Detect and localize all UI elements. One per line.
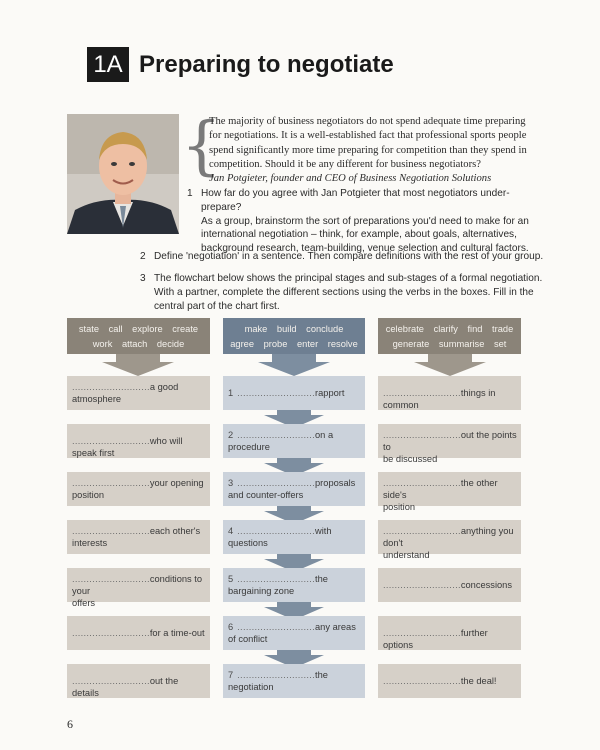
box-text: understand xyxy=(383,550,430,560)
blank[interactable]: ........................... xyxy=(72,382,150,392)
left-box-6 xyxy=(67,616,210,650)
blank[interactable]: ........................... xyxy=(383,676,461,686)
blank[interactable]: ........................... xyxy=(237,388,316,398)
right-box-7 xyxy=(378,664,521,698)
blank[interactable]: ........................... xyxy=(237,478,316,488)
question-line: As a group, brainstorm the sort of preparations you'd need to make for an xyxy=(201,215,529,227)
center-box-1 xyxy=(223,376,365,410)
left-box-1 xyxy=(67,376,210,410)
box-text: offers xyxy=(72,598,96,608)
left-box-5 xyxy=(67,568,210,608)
question-line: Define 'negotiation' in a sentence. Then compare definitions with the rest of your group. xyxy=(154,251,544,262)
question-line: international negotiation – think, for example, about goals, alternatives, xyxy=(201,229,517,241)
blank[interactable]: ........................... xyxy=(72,526,150,536)
blank[interactable]: ........................... xyxy=(72,436,150,446)
quote-line: for negotiations. It is a well-established fact that professional sports people xyxy=(209,130,527,142)
blank[interactable]: ........................... xyxy=(72,574,150,584)
box-text: the xyxy=(315,574,328,584)
blank[interactable]: ........................... xyxy=(72,628,150,638)
blank[interactable]: ........................... xyxy=(383,430,461,440)
box-text: position xyxy=(72,490,105,500)
stage-number: 3 xyxy=(228,478,234,488)
blank[interactable]: ........................... xyxy=(383,580,461,590)
box-text: the xyxy=(315,670,328,680)
verb: work xyxy=(92,339,113,349)
box-text: things in common xyxy=(383,388,496,410)
page-number: 6 xyxy=(67,717,73,731)
verb: conclude xyxy=(306,324,344,334)
question-line: With a partner, complete the different sections using the verbs in the boxes. Fill in the xyxy=(154,286,534,298)
verb: make xyxy=(244,324,268,334)
box-text: conditions to your xyxy=(72,574,203,596)
box-text: a good xyxy=(149,382,179,392)
question-number: 3 xyxy=(140,273,146,284)
quote-line: spend significantly more time preparing for competition than they spend in xyxy=(209,144,527,156)
verb: attach xyxy=(121,339,148,349)
stage-number: 7 xyxy=(228,670,234,680)
box-text: position xyxy=(383,502,416,512)
box-text: atmosphere xyxy=(72,394,122,404)
box-text: of conflict xyxy=(228,634,268,644)
center-box-6 xyxy=(223,616,365,650)
center-box-3 xyxy=(223,472,365,506)
verb: celebrate xyxy=(385,324,424,334)
box-text: bargaining zone xyxy=(228,586,295,596)
verb: generate xyxy=(392,339,430,349)
verb: decide xyxy=(156,339,185,349)
box-text: each other's xyxy=(149,526,201,536)
question-line: background research, team-building, venue selection and cultural factors. xyxy=(201,243,529,255)
box-text: rapport xyxy=(315,388,345,398)
box-text: be discussed xyxy=(383,454,438,464)
box-text: the other side's xyxy=(383,478,498,500)
stage-number: 6 xyxy=(228,622,234,632)
box-text: negotiation xyxy=(228,682,274,692)
blank[interactable]: ........................... xyxy=(383,628,461,638)
blank[interactable]: ........................... xyxy=(383,388,461,398)
box-text: questions xyxy=(228,538,268,548)
blank[interactable]: ........................... xyxy=(383,526,461,536)
left-box-4 xyxy=(67,520,210,554)
box-text: proposals xyxy=(315,478,356,488)
box-text: further options xyxy=(383,628,488,650)
header-arrow-center xyxy=(258,354,330,376)
box-text: interests xyxy=(72,538,108,548)
box-text: with xyxy=(315,526,332,536)
box-text: on a xyxy=(315,430,334,440)
right-box-6 xyxy=(378,616,521,650)
question-line: How far do you agree with Jan Potgieter that most negotiators under-prepare? xyxy=(201,188,510,213)
stage-number: 4 xyxy=(228,526,234,536)
unit-number-badge: 1A xyxy=(87,47,129,82)
verb: call xyxy=(108,324,123,334)
verb: probe xyxy=(263,339,288,349)
left-box-2 xyxy=(67,424,210,458)
quote-line: competition. Should it be any different for business negotiators? xyxy=(209,158,481,170)
blank[interactable]: ........................... xyxy=(237,526,316,536)
header-arrow-right xyxy=(414,354,486,376)
center-box-4 xyxy=(223,520,365,554)
blank[interactable]: ........................... xyxy=(237,430,316,440)
left-box-3 xyxy=(67,472,210,506)
quote-brace: { xyxy=(181,109,222,183)
box-text: out the points to xyxy=(383,430,517,452)
verb: agree xyxy=(230,339,255,349)
right-box-4 xyxy=(378,520,521,560)
box-text: anything you don't xyxy=(383,526,514,548)
question-line: central part of the chart first. xyxy=(154,300,280,312)
center-box-7 xyxy=(223,664,365,698)
verb: trade xyxy=(492,324,514,334)
blank[interactable]: ........................... xyxy=(237,670,316,680)
left-box-7 xyxy=(67,664,210,698)
verb: find xyxy=(467,324,483,334)
header-arrow-left xyxy=(102,354,174,376)
verb: set xyxy=(493,339,507,349)
box-text: and counter-offers xyxy=(228,490,304,500)
box-text: who will speak first xyxy=(72,436,183,458)
right-box-3 xyxy=(378,472,521,512)
blank[interactable]: ........................... xyxy=(383,478,461,488)
verb: state xyxy=(78,324,100,334)
blank[interactable]: ........................... xyxy=(72,676,150,686)
question-number: 2 xyxy=(140,251,146,262)
blank[interactable]: ........................... xyxy=(237,622,316,632)
center-box-2 xyxy=(223,424,365,458)
quote-attribution: Jan Potgieter, founder and CEO of Business Negotiation Solutions xyxy=(209,173,492,185)
verb: build xyxy=(276,324,297,334)
box-text: any areas xyxy=(315,622,356,632)
box-text: procedure xyxy=(228,442,270,452)
verb: summarise xyxy=(438,339,485,349)
right-box-2 xyxy=(378,424,521,464)
blank[interactable]: ........................... xyxy=(237,574,316,584)
stage-number: 1 xyxy=(228,388,234,398)
stage-number: 5 xyxy=(228,574,234,584)
right-box-1 xyxy=(378,376,521,410)
blank[interactable]: ........................... xyxy=(72,478,150,488)
verb: explore xyxy=(132,324,163,334)
page-title: Preparing to negotiate xyxy=(139,51,394,78)
box-text: out the details xyxy=(72,676,179,698)
question-line: The flowchart below shows the principal stages and sub-stages of a formal negotiation. xyxy=(154,273,543,284)
box-text: the deal! xyxy=(460,676,497,686)
verb: resolve xyxy=(327,339,358,349)
center-box-5 xyxy=(223,568,365,602)
box-text: your opening xyxy=(149,478,204,488)
box-text: concessions xyxy=(460,580,513,590)
verb: clarify xyxy=(433,324,458,334)
verb: enter xyxy=(296,339,319,349)
box-text: for a time-out xyxy=(149,628,205,638)
question-number: 1 xyxy=(187,188,193,199)
quote-line: The majority of business negotiators do not spend adequate time preparing xyxy=(209,116,526,127)
right-box-5 xyxy=(378,568,521,602)
stage-number: 2 xyxy=(228,430,234,440)
verb: create xyxy=(172,324,199,334)
